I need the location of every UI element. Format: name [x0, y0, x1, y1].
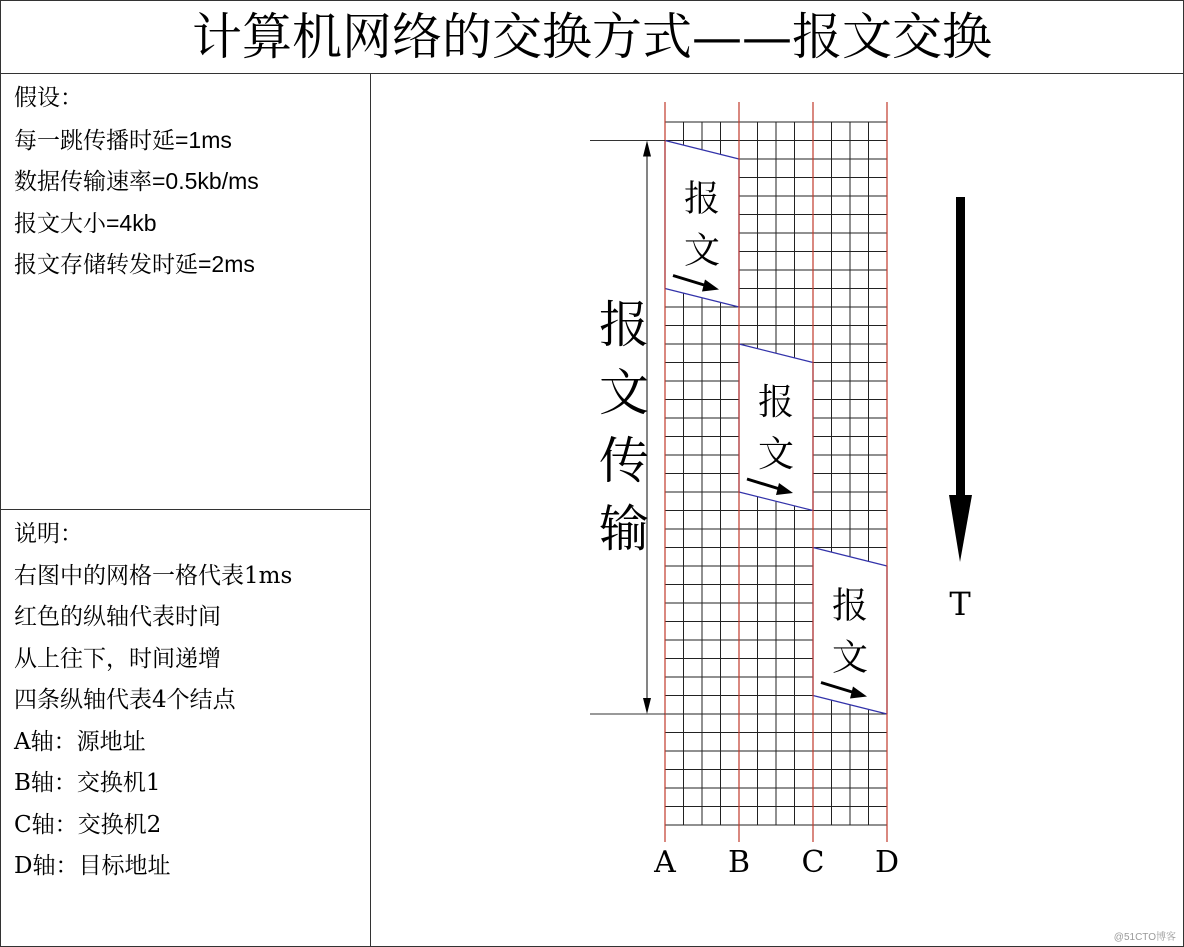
note-item: 红色的纵轴代表时间 — [14, 604, 221, 630]
assumptions-heading: 假设： — [14, 85, 83, 111]
note-item: A轴：源地址 — [14, 728, 146, 755]
note-item: 从上往下，时间递增 — [14, 645, 221, 672]
note-item: 四条纵轴代表4个结点 — [14, 687, 236, 713]
assumption-item: 每一跳传播时延=1ms — [14, 126, 232, 153]
message-label: 报 — [683, 178, 721, 220]
span-label: 报文传输 — [591, 298, 649, 570]
axis-label-B: B — [727, 845, 751, 880]
message-label: 报 — [831, 585, 869, 627]
message-label: 文 — [831, 637, 869, 679]
message-label: 文 — [757, 434, 795, 475]
note-item: D轴：目标地址 — [14, 853, 171, 879]
axis-label-A: A — [654, 845, 676, 880]
notes-heading: 说明： — [14, 521, 83, 547]
note-item: C轴：交换机2 — [14, 811, 162, 838]
watermark: @51CTO博客 — [1113, 932, 1176, 943]
assumption-item: 报文存储转发时延=2ms — [14, 251, 255, 277]
time-label: T — [949, 585, 971, 623]
note-item: B轴：交换机1 — [14, 770, 161, 796]
page-title: 计算机网络的交换方式——报文交换 — [0, 0, 1184, 74]
axis-label-D: D — [874, 845, 900, 880]
note-item: 右图中的网格一格代表1ms — [14, 562, 293, 589]
assumption-item: 数据传输速率=0.5kb/ms — [14, 168, 259, 194]
message-label: 文 — [683, 230, 721, 272]
axis-label-C: C — [801, 845, 825, 880]
assumption-item: 报文大小=4kb — [14, 209, 157, 236]
message-label: 报 — [757, 382, 795, 423]
